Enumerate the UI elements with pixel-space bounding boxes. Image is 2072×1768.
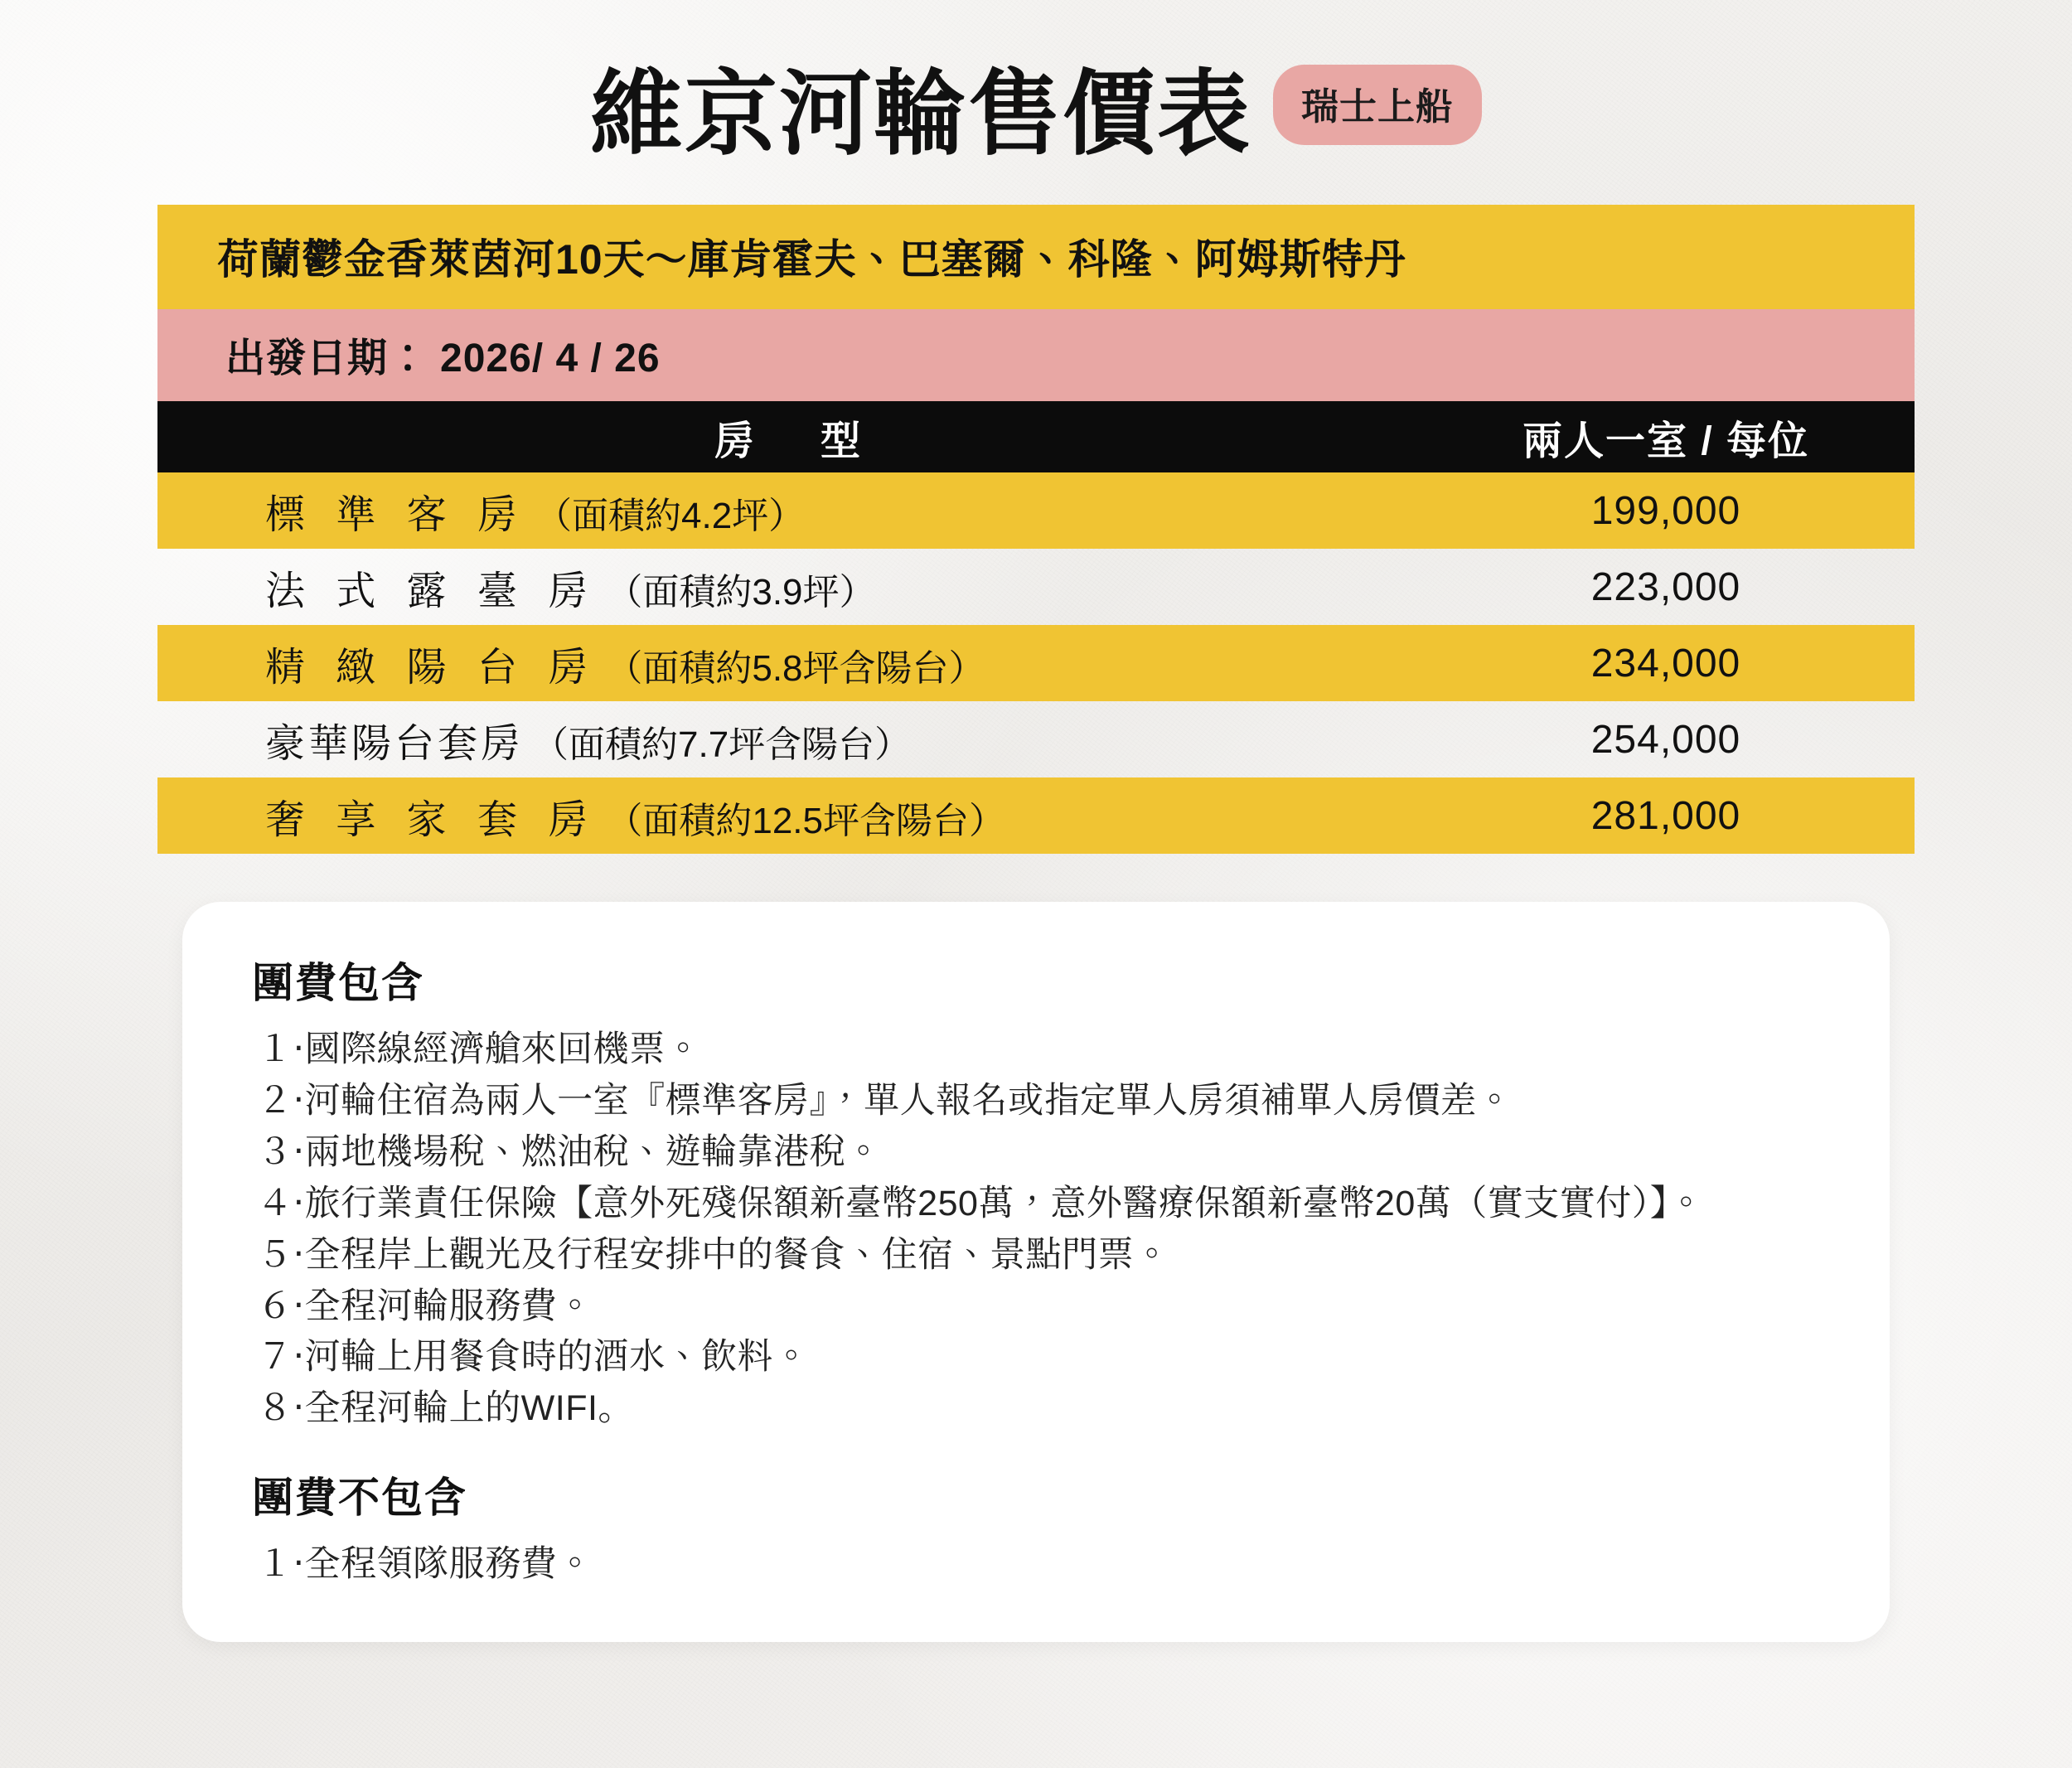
- table-row: [157, 701, 1915, 777]
- room-area: （面積約12.5坪含陽台）: [606, 800, 1005, 841]
- column-header-price: 兩人一室 / 每位: [1522, 419, 1809, 463]
- room-type-cell: [157, 787, 1417, 845]
- room-price-cell: 234,000: [1590, 641, 1741, 685]
- column-header-room-type: 房 型: [714, 419, 874, 463]
- page-title: 維京河輪售價表: [589, 60, 1251, 169]
- room-name: 奢 享 家 套 房: [265, 797, 598, 842]
- table-row: [157, 549, 1915, 625]
- page-title-row: [0, 0, 2072, 169]
- room-name: 法 式 露 臺 房: [265, 569, 598, 613]
- room-type-cell: [157, 482, 1417, 540]
- list-item: ８‧全程河輪上的WIFI。: [257, 1388, 634, 1429]
- departure-date-label: 出發日期：: [225, 337, 429, 380]
- room-type-cell: [157, 635, 1417, 692]
- notes-card: [182, 902, 1890, 1642]
- list-item: １‧全程領隊服務費。: [257, 1544, 593, 1585]
- table-header-row: [157, 401, 1915, 472]
- room-type-cell: [157, 711, 1417, 768]
- list-item: ２‧河輪住宿為兩人一室『標準客房』，單人報名或指定單人房須補單人房價差。: [257, 1080, 1513, 1121]
- room-name: 豪華陽台套房: [265, 721, 525, 766]
- departure-date-bar: [157, 309, 1915, 401]
- room-area: （面積約7.7坪含陽台）: [532, 724, 912, 765]
- room-price-cell: 223,000: [1590, 564, 1741, 609]
- room-name: 標 準 客 房: [265, 492, 528, 537]
- embarkation-badge: 瑞士上船: [1273, 65, 1482, 145]
- room-price-cell: 254,000: [1590, 717, 1741, 762]
- price-table: [157, 205, 1915, 854]
- list-item: ３‧兩地機場稅、燃油稅、遊輪靠港稅。: [257, 1131, 882, 1172]
- room-type-cell: [157, 559, 1417, 616]
- room-name: 精 緻 陽 台 房: [265, 645, 598, 690]
- list-item: ４‧旅行業責任保險【意外死殘保額新臺幣250萬，意外醫療保額新臺幣20萬（實支實付）】。: [257, 1183, 1705, 1223]
- excluded-heading: 團費不包含: [252, 1475, 467, 1522]
- room-price-cell: 281,000: [1590, 793, 1741, 838]
- list-item: ７‧河輪上用餐食時的酒水、飲料。: [257, 1337, 810, 1378]
- room-price-cell: 199,000: [1590, 488, 1741, 533]
- list-item: ６‧全程河輪服務費。: [257, 1286, 593, 1326]
- room-area: （面積約4.2坪）: [535, 495, 806, 536]
- room-area: （面積約5.8坪含陽台）: [606, 647, 985, 689]
- departure-date-value: 2026/ 4 / 26: [440, 337, 661, 380]
- included-heading: 團費包含: [252, 960, 424, 1006]
- table-row: [157, 777, 1915, 854]
- list-item: ５‧全程岸上觀光及行程安排中的餐食、住宿、景點門票。: [257, 1234, 1170, 1275]
- table-row: [157, 625, 1915, 701]
- route-title-bar: 荷蘭鬱金香萊茵河10天～庫肯霍夫、巴塞爾、科隆、阿姆斯特丹: [157, 205, 1915, 309]
- table-row: [157, 472, 1915, 549]
- list-item: １‧國際線經濟艙來回機票。: [257, 1029, 702, 1069]
- room-area: （面積約3.9坪）: [606, 571, 876, 613]
